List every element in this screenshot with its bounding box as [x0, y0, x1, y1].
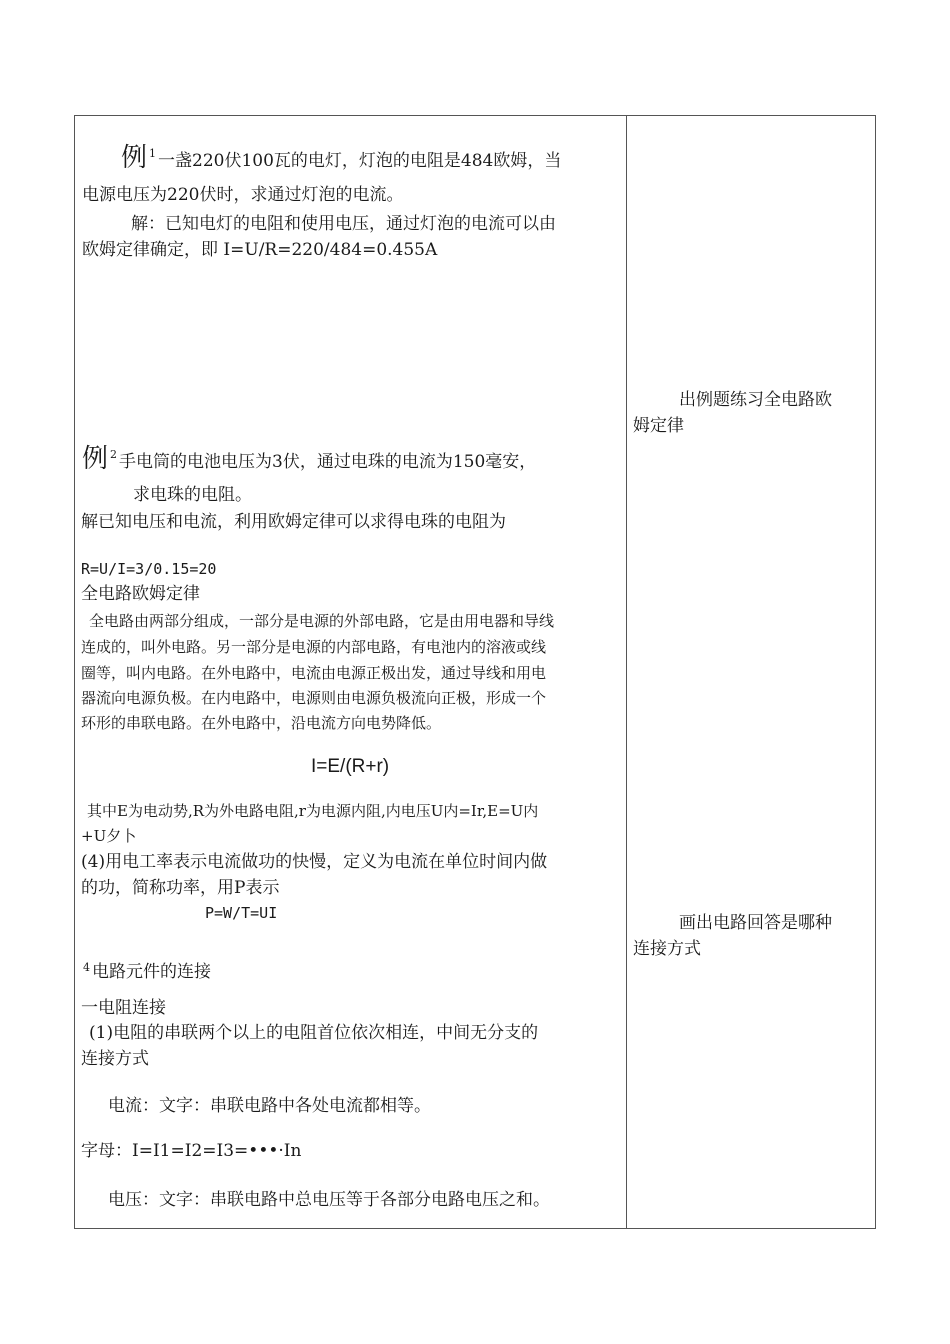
example-2-label: 例 [82, 444, 109, 474]
note-1-line-1: 出例题练习全电路欧 [679, 390, 832, 410]
paragraph-line-5: 环形的串联电路。在外电路中，沿电流方向电势降低。 [81, 714, 442, 732]
note-1-line-2: 姆定律 [633, 416, 684, 436]
section-4-number: 4 [83, 961, 90, 974]
example-2-text: 手电筒的电池电压为3伏，通过电珠的电流为150毫安， [119, 452, 537, 472]
series-definition-line-2: 连接方式 [81, 1049, 149, 1069]
paragraph-line-2: 连成的，叫外电路。另一部分是电源的内部电路，有电池内的溶液或线 [81, 638, 547, 656]
paragraph-line-1: 全电路由两部分组成，一部分是电源的外部电路，它是由用电器和导线 [89, 612, 555, 630]
power-line-2: 的功，简称功率，用P表示 [81, 878, 280, 898]
paragraph-line-4: 器流向电源负极。在内电路中，电源则由电源负极流向正极，形成一个 [81, 689, 547, 707]
power-line-1: (4)用电工率表示电流做功的快慢，定义为电流在单位时间内做 [81, 852, 548, 872]
resistor-connection-title: 一电阻连接 [81, 998, 166, 1018]
current-rule-letters: 字母：I=I1=I2=I3=•••·In [81, 1141, 302, 1161]
solution-1-first-line: 解：已知电灯的电阻和使用电压，通过灯泡的电流可以由 [131, 214, 556, 234]
paragraph-line-3: 圈等，叫内电路。在外电路中，电流由电源正极出发，通过导线和用电 [81, 664, 547, 682]
example-1-first-line [121, 145, 561, 174]
power-formula: P=W/T=UI [205, 904, 278, 922]
voltage-rule-text: 电压：文字：串联电路中总电压等于各部分电路电压之和。 [108, 1190, 550, 1210]
example-1-second-line: 电源电压为220伏时，求通过灯泡的电流。 [82, 185, 404, 205]
solution-2-formula: R=U/I=3/0.15=20 [81, 560, 217, 578]
example-2-number: 2 [110, 448, 118, 461]
note-2-line-1: 画出电路回答是哪种 [679, 913, 832, 933]
main-formula: I=E/(R+r) [311, 756, 390, 777]
column-divider [626, 116, 627, 1228]
example-1-label: 例 [121, 143, 148, 173]
solution-2-line: 解已知电压和电流，利用欧姆定律可以求得电珠的电阻为 [81, 512, 506, 532]
example-2-first-line [82, 446, 536, 475]
section-4-title [81, 959, 211, 985]
formula-explanation-line-1: 其中E为电动势,R为外电路电阻,r为电源内阻,内电压U内=Ir,E=U内 [87, 802, 539, 820]
series-definition-line-1: (1)电阻的串联两个以上的电阻首位依次相连，中间无分支的 [89, 1023, 539, 1043]
example-1-number: 1 [149, 147, 157, 160]
current-rule-text: 电流：文字：串联电路中各处电流都相等。 [108, 1096, 431, 1116]
example-2-second-line: 求电珠的电阻。 [133, 485, 252, 505]
section-title-full-circuit: 全电路欧姆定律 [81, 584, 200, 604]
formula-explanation-line-2: +U夕卜 [81, 827, 137, 845]
example-1-text: 一盏220伏100瓦的电灯，灯泡的电阻是484欧姆，当 [158, 151, 562, 171]
section-4-text: 电路元件的连接 [92, 962, 211, 982]
solution-1-second-line: 欧姆定律确定，即 I=U/R=220/484=0.455A [82, 240, 438, 260]
note-2-line-2: 连接方式 [633, 939, 701, 959]
lesson-table [74, 115, 876, 1229]
